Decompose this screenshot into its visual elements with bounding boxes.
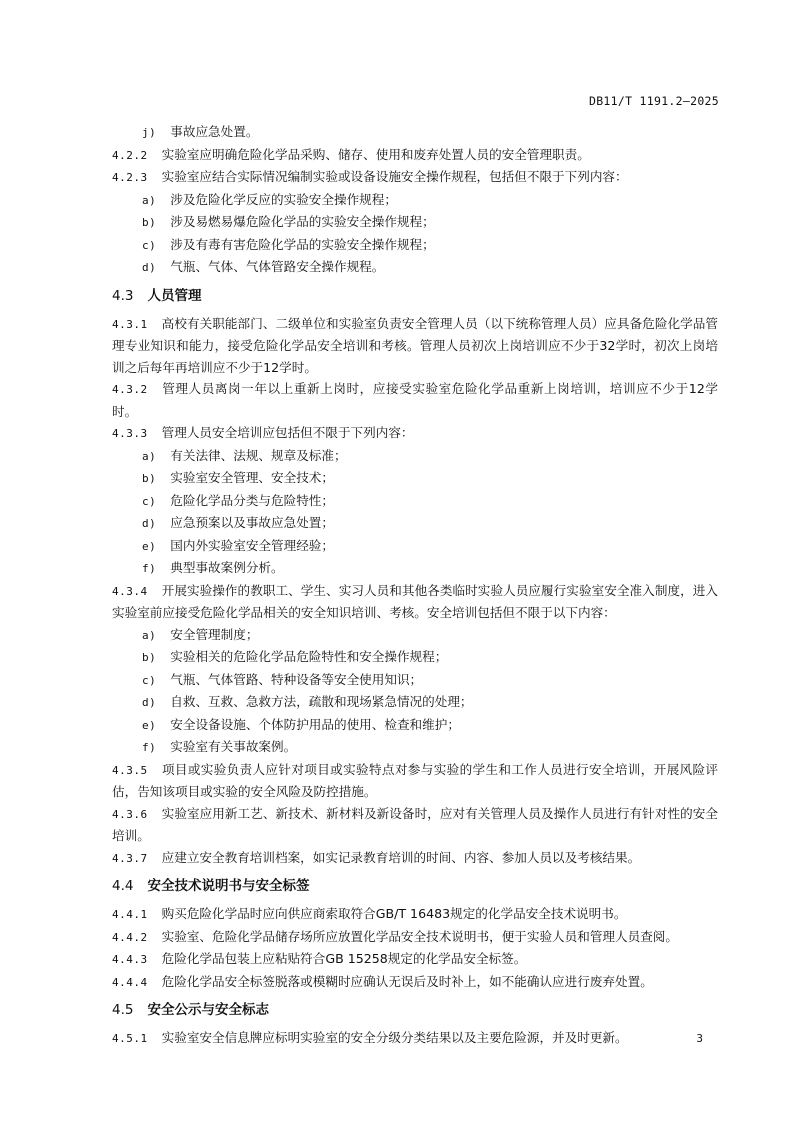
paragraph-text: 实验相关的危险化学品危险特性和安全操作规程； (170, 649, 448, 664)
paragraph-text: 安全管理制度； (170, 626, 259, 642)
clause-paragraph (112, 422, 718, 445)
item-marker: a) (142, 449, 157, 463)
section-number: 4.3 (112, 287, 134, 304)
clause-number: 4.3.3 (112, 427, 148, 440)
clause-number: 4.3.7 (112, 851, 148, 865)
item-marker: d) (142, 696, 157, 709)
clause-paragraph (112, 1027, 718, 1050)
section-title: 人员管理 (147, 287, 202, 304)
item-marker: j) (142, 126, 157, 139)
clause-paragraph (112, 759, 718, 803)
paragraph-text: 管理人员安全培训应包括但不限于下列内容： (161, 425, 414, 440)
clause-paragraph (112, 926, 718, 949)
clause-paragraph (112, 313, 718, 379)
paragraph-text: 应建立安全教育培训档案，如实记录教育培训的时间、内容、参加人员以及考核结果。 (161, 849, 641, 865)
item-marker: c) (142, 673, 157, 687)
item-marker: d) (142, 261, 157, 274)
clause-paragraph (112, 378, 718, 422)
list-item (112, 256, 718, 279)
clause-paragraph (112, 803, 718, 847)
item-marker: e) (142, 718, 157, 732)
paragraph-text: 实验室有关事故案例。 (170, 739, 297, 754)
item-marker: f) (142, 562, 157, 575)
paragraph-text: 涉及危险化学反应的实验安全操作规程； (170, 191, 397, 207)
paragraph-text: 气瓶、气体管路、特种设备等安全使用知识； (170, 671, 423, 687)
list-item (112, 121, 718, 144)
list-item (112, 669, 718, 692)
list-item (112, 535, 718, 558)
clause-number: 4.4.2 (112, 930, 148, 944)
paragraph-text: 典型事故案例分析。 (170, 560, 284, 575)
list-item (112, 211, 718, 234)
clause-number: 4.3.4 (112, 584, 148, 598)
section-heading (112, 285, 718, 307)
section-title: 安全技术说明书与安全标签 (147, 878, 310, 894)
paragraph-text: 危险化学品分类与危险特性； (170, 492, 334, 508)
item-marker: f) (142, 741, 157, 754)
clause-paragraph (112, 903, 718, 926)
item-marker: b) (142, 651, 157, 664)
paragraph-text: 事故应急处置。 (170, 124, 259, 139)
paragraph-text: 有关法律、法规、规章及标准； (170, 447, 347, 463)
paragraph-text: 自救、互救、急救方法，疏散和现场紧急情况的处理； (170, 694, 473, 709)
paragraph-text: 危险化学品包装上应粘贴符合GB 15258规定的化学品安全标签。 (161, 951, 527, 966)
paragraph-text: 涉及易燃易爆危险化学品的实验安全操作规程； (170, 214, 435, 229)
clause-paragraph (112, 948, 718, 971)
clause-number: 4.3.2 (112, 383, 148, 396)
list-item (112, 691, 718, 714)
item-marker: e) (142, 539, 157, 553)
list-item (112, 445, 718, 468)
paragraph-text: 安全设备设施、个体防护用品的使用、检查和维护； (170, 716, 460, 732)
item-marker: a) (142, 628, 157, 642)
list-item (112, 646, 718, 669)
clause-number: 4.3.5 (112, 763, 148, 777)
paragraph-text: 购买危险化学品时应向供应商索取符合GB/T 16483规定的化学品安全技术说明书。 (161, 906, 627, 921)
list-item (112, 714, 718, 737)
clause-number: 4.3.6 (112, 807, 148, 821)
item-marker: c) (142, 494, 157, 508)
item-marker: b) (142, 216, 157, 229)
section-title: 安全公示与安全标志 (147, 1002, 269, 1018)
paragraph-text: 高校有关职能部门、二级单位和实验室负责安全管理人员（以下统称管理人员）应具备危险化学品管理专业知识和能力，接受危险化学品安全培训和考核。管理人员初次上岗培训应不少于32学时，初次上岗培训之后每年再培训应不少于12学时。 (112, 315, 718, 375)
paragraph-text: 实验室应用新工艺、新技术、新材料及新设备时，应对有关管理人员及操作人员进行有针对性的安全培训。 (112, 805, 718, 843)
item-marker: b) (142, 472, 157, 485)
paragraph-text: 开展实验操作的教职工、学生、实习人员和其他各类临时实验人员应履行实验室安全准入制度，进入实验室前应接受危险化学品相关的安全知识培训、考核。安全培训包括但不限于以下内容： (112, 582, 718, 620)
list-item (112, 557, 718, 580)
paragraph-text: 实验室安全管理、安全技术； (170, 470, 334, 485)
clause-paragraph (112, 144, 718, 167)
paragraph-text: 实验室应明确危险化学品采购、储存、使用和废弃处置人员的安全管理职责。 (161, 146, 590, 162)
clause-paragraph (112, 847, 718, 870)
paragraph-text: 项目或实验负责人应针对项目或实验特点对参与实验的学生和工作人员进行安全培训，开展风险评估，告知该项目或实验的安全风险及防控措施。 (112, 761, 718, 799)
clause-number: 4.3.1 (112, 317, 148, 331)
paragraph-text: 实验室安全信息牌应标明实验室的安全分级分类结果以及主要危险源，并及时更新。 (161, 1030, 628, 1045)
clause-number: 4.4.1 (112, 908, 148, 921)
paragraph-text: 管理人员离岗一年以上重新上岗时，应接受实验室危险化学品重新上岗培训，培训应不少于12学时。 (112, 381, 718, 419)
paragraph-text: 涉及有毒有害危险化学品的实验安全操作规程； (170, 236, 435, 252)
clause-number: 4.5.1 (112, 1032, 148, 1045)
list-item (112, 467, 718, 490)
paragraph-text: 实验室、危险化学品储存场所应放置化学品安全技术说明书，便于实验人员和管理人员查阅。 (161, 928, 678, 944)
document-code: DB11/T 1191.2—2025 (588, 94, 719, 108)
clause-paragraph (112, 580, 718, 624)
list-item (112, 624, 718, 647)
list-item (112, 736, 718, 759)
paragraph-text: 实验室应结合实际情况编制实验或设备设施安全操作规程，包括但不限于下列内容： (161, 169, 628, 184)
clause-paragraph (112, 971, 718, 994)
clause-number: 4.4.3 (112, 953, 148, 966)
clause-paragraph (112, 166, 718, 189)
paragraph-text: 气瓶、气体、气体管路安全操作规程。 (170, 259, 385, 274)
page-number: 3 (696, 1032, 703, 1045)
list-item (112, 234, 718, 257)
item-marker: c) (142, 238, 157, 252)
clause-number: 4.2.2 (112, 148, 148, 162)
list-item (112, 512, 718, 535)
list-item (112, 490, 718, 513)
section-number: 4.4 (112, 878, 134, 894)
item-marker: a) (142, 193, 157, 207)
paragraph-text: 应急预案以及事故应急处置； (170, 515, 334, 530)
section-heading (112, 875, 718, 897)
section-number: 4.5 (112, 1002, 134, 1018)
list-item (112, 189, 718, 212)
clause-number: 4.4.4 (112, 975, 148, 989)
document-body (112, 121, 718, 1050)
section-heading (112, 999, 718, 1021)
clause-number: 4.2.3 (112, 171, 148, 184)
paragraph-text: 危险化学品安全标签脱落或模糊时应确认无误后及时补上，如不能确认应进行废弃处置。 (161, 973, 653, 989)
paragraph-text: 国内外实验室安全管理经验； (170, 537, 334, 553)
item-marker: d) (142, 517, 157, 530)
